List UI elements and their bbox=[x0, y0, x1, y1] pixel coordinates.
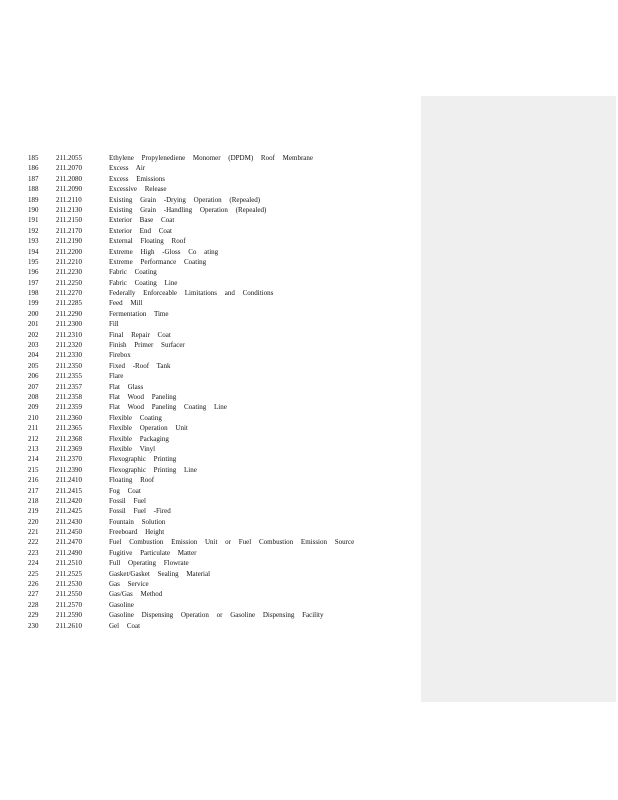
line-number: 206 bbox=[28, 372, 39, 381]
line-number: 195 bbox=[28, 257, 39, 266]
line-number: 214 bbox=[28, 455, 39, 464]
defined-term: Extreme Performance Coating bbox=[109, 257, 207, 266]
line-number: 227 bbox=[28, 590, 39, 599]
defined-term: Fuel Combustion Emission Unit or Fuel Combustion Emission Source bbox=[109, 538, 355, 547]
section-number: 211.2200 bbox=[56, 247, 82, 256]
list-item bbox=[28, 382, 418, 392]
line-number: 228 bbox=[28, 600, 39, 609]
line-number: 218 bbox=[28, 496, 39, 505]
defined-term: Finish Primer Surfacer bbox=[109, 341, 185, 350]
line-number: 205 bbox=[28, 361, 39, 370]
line-number: 213 bbox=[28, 444, 39, 453]
list-item bbox=[28, 298, 418, 308]
list-item bbox=[28, 205, 418, 215]
comment-margin-panel bbox=[421, 96, 616, 702]
section-number: 211.2450 bbox=[56, 528, 82, 537]
line-number: 204 bbox=[28, 351, 39, 360]
defined-term: Excess Emissions bbox=[109, 174, 165, 183]
defined-term: Flat Wood Paneling Coating Line bbox=[109, 403, 227, 412]
defined-term: Final Repair Coat bbox=[109, 330, 171, 339]
defined-term: External Floating Roof bbox=[109, 237, 186, 246]
defined-term: Extreme High -Gloss Co ating bbox=[109, 247, 219, 256]
list-item bbox=[28, 215, 418, 225]
list-item bbox=[28, 267, 418, 277]
section-number: 211.2285 bbox=[56, 299, 82, 308]
defined-term: Federally Enforceable Limitations and Conditions bbox=[109, 289, 274, 298]
definitions-list bbox=[28, 153, 418, 631]
list-item bbox=[28, 163, 418, 173]
line-number: 194 bbox=[28, 247, 39, 256]
list-item bbox=[28, 548, 418, 558]
defined-term: Flexible Packaging bbox=[109, 434, 169, 443]
defined-term: Gas Service bbox=[109, 580, 149, 589]
defined-term: Fossil Fuel -Fired bbox=[109, 507, 171, 516]
defined-term: Ethylene Propylenediene Monomer (DPDM) Roof Membrane bbox=[109, 154, 313, 162]
list-item bbox=[28, 527, 418, 537]
defined-term: Flat Glass bbox=[109, 382, 144, 391]
list-item bbox=[28, 589, 418, 599]
section-number: 211.2150 bbox=[56, 216, 82, 225]
line-number: 216 bbox=[28, 476, 39, 485]
list-item bbox=[28, 558, 418, 568]
defined-term: Firebox bbox=[109, 351, 131, 360]
defined-term: Fountain Solution bbox=[109, 517, 166, 526]
section-number: 211.2359 bbox=[56, 403, 82, 412]
section-number: 211.2330 bbox=[56, 351, 82, 360]
list-item bbox=[28, 257, 418, 267]
defined-term: Freeboard Height bbox=[109, 528, 165, 537]
line-number: 193 bbox=[28, 237, 39, 246]
list-item bbox=[28, 340, 418, 350]
defined-term: Gasket/Gasket Sealing Material bbox=[109, 569, 211, 578]
defined-term: Full Operating Flowrate bbox=[109, 559, 189, 568]
line-number: 221 bbox=[28, 528, 39, 537]
defined-term: Fabric Coating Line bbox=[109, 278, 178, 287]
list-item bbox=[28, 454, 418, 464]
line-number: 219 bbox=[28, 507, 39, 516]
line-number: 211 bbox=[28, 424, 39, 433]
line-number: 212 bbox=[28, 434, 39, 443]
defined-term: Fugitive Particulate Matter bbox=[109, 548, 197, 557]
list-item bbox=[28, 496, 418, 506]
line-number: 223 bbox=[28, 548, 39, 557]
line-number: 200 bbox=[28, 309, 39, 318]
section-number: 211.2369 bbox=[56, 444, 82, 453]
section-number: 211.2410 bbox=[56, 476, 82, 485]
defined-term: Floating Roof bbox=[109, 476, 155, 485]
section-number: 211.2420 bbox=[56, 496, 82, 505]
defined-term: Gasoline bbox=[109, 600, 134, 609]
section-number: 211.2590 bbox=[56, 611, 82, 620]
defined-term: Flare bbox=[109, 372, 124, 381]
list-item bbox=[28, 486, 418, 496]
list-item bbox=[28, 444, 418, 454]
list-item bbox=[28, 278, 418, 288]
line-number: 191 bbox=[28, 216, 39, 225]
defined-term: Excess Air bbox=[109, 164, 146, 173]
list-item bbox=[28, 465, 418, 475]
list-item bbox=[28, 236, 418, 246]
list-item bbox=[28, 247, 418, 257]
line-number: 186 bbox=[28, 164, 39, 173]
section-number: 211.2415 bbox=[56, 486, 82, 495]
line-number: 209 bbox=[28, 403, 39, 412]
section-number: 211.2110 bbox=[56, 195, 82, 204]
line-number: 189 bbox=[28, 195, 39, 204]
section-number: 211.2350 bbox=[56, 361, 82, 370]
section-number: 211.2550 bbox=[56, 590, 82, 599]
list-item bbox=[28, 423, 418, 433]
line-number: 185 bbox=[28, 154, 39, 162]
line-number: 196 bbox=[28, 268, 39, 277]
list-item bbox=[28, 434, 418, 444]
defined-term: Flexible Coating bbox=[109, 413, 162, 422]
section-number: 211.2470 bbox=[56, 538, 82, 547]
list-item bbox=[28, 517, 418, 527]
defined-term: Exterior End Coat bbox=[109, 226, 172, 235]
defined-term: Flexographic Printing bbox=[109, 455, 177, 464]
section-number: 211.2490 bbox=[56, 548, 82, 557]
section-number: 211.2510 bbox=[56, 559, 82, 568]
section-number: 211.2310 bbox=[56, 330, 82, 339]
line-number: 210 bbox=[28, 413, 39, 422]
defined-term: Gasoline Dispensing Operation or Gasoline Dispensing Facility bbox=[109, 611, 324, 620]
section-number: 211.2610 bbox=[56, 621, 82, 630]
section-number: 211.2055 bbox=[56, 154, 82, 162]
line-number: 224 bbox=[28, 559, 39, 568]
line-number: 229 bbox=[28, 611, 39, 620]
line-number: 190 bbox=[28, 205, 39, 214]
list-item bbox=[28, 537, 418, 547]
list-item bbox=[28, 174, 418, 184]
line-number: 220 bbox=[28, 517, 39, 526]
defined-term: Fabric Coating bbox=[109, 268, 157, 277]
list-item bbox=[28, 153, 418, 163]
section-number: 211.2368 bbox=[56, 434, 82, 443]
section-number: 211.2250 bbox=[56, 278, 82, 287]
list-item bbox=[28, 288, 418, 298]
defined-term: Feed Mill bbox=[109, 299, 143, 308]
section-number: 211.2290 bbox=[56, 309, 82, 318]
list-item bbox=[28, 610, 418, 620]
line-number: 199 bbox=[28, 299, 39, 308]
line-number: 192 bbox=[28, 226, 39, 235]
section-number: 211.2080 bbox=[56, 174, 82, 183]
defined-term: Exterior Base Coat bbox=[109, 216, 175, 225]
section-number: 211.2358 bbox=[56, 392, 82, 401]
section-number: 211.2190 bbox=[56, 237, 82, 246]
list-item bbox=[28, 392, 418, 402]
section-number: 211.2230 bbox=[56, 268, 82, 277]
section-number: 211.2357 bbox=[56, 382, 82, 391]
defined-term: Flexible Operation Unit bbox=[109, 424, 188, 433]
section-number: 211.2425 bbox=[56, 507, 82, 516]
line-number: 201 bbox=[28, 320, 39, 329]
defined-term: Fill bbox=[109, 320, 119, 329]
section-number: 211.2570 bbox=[56, 600, 82, 609]
section-number: 211.2270 bbox=[56, 289, 82, 298]
defined-term: Existing Grain -Handling Operation (Repealed) bbox=[109, 205, 267, 214]
line-number: 225 bbox=[28, 569, 39, 578]
list-item bbox=[28, 621, 418, 631]
section-number: 211.2525 bbox=[56, 569, 82, 578]
section-number: 211.2170 bbox=[56, 226, 82, 235]
list-item bbox=[28, 579, 418, 589]
list-item bbox=[28, 413, 418, 423]
section-number: 211.2300 bbox=[56, 320, 82, 329]
line-number: 197 bbox=[28, 278, 39, 287]
list-item bbox=[28, 361, 418, 371]
line-number: 208 bbox=[28, 392, 39, 401]
line-number: 207 bbox=[28, 382, 39, 391]
list-item bbox=[28, 475, 418, 485]
section-number: 211.2355 bbox=[56, 372, 82, 381]
section-number: 211.2365 bbox=[56, 424, 82, 433]
defined-term: Fixed -Roof Tank bbox=[109, 361, 171, 370]
section-number: 211.2390 bbox=[56, 465, 82, 474]
list-item bbox=[28, 600, 418, 610]
defined-term: Gas/Gas Method bbox=[109, 590, 163, 599]
line-number: 217 bbox=[28, 486, 39, 495]
defined-term: Fermentation Time bbox=[109, 309, 169, 318]
line-number: 215 bbox=[28, 465, 39, 474]
defined-term: Excessive Release bbox=[109, 185, 167, 194]
list-item bbox=[28, 195, 418, 205]
defined-term: Flat Wood Paneling bbox=[109, 392, 177, 401]
section-number: 211.2530 bbox=[56, 580, 82, 589]
section-number: 211.2090 bbox=[56, 185, 82, 194]
defined-term: Flexographic Printing Line bbox=[109, 465, 197, 474]
defined-term: Existing Grain -Drying Operation (Repealed) bbox=[109, 195, 261, 204]
section-number: 211.2370 bbox=[56, 455, 82, 464]
section-number: 211.2210 bbox=[56, 257, 82, 266]
section-number: 211.2070 bbox=[56, 164, 82, 173]
list-item bbox=[28, 350, 418, 360]
line-number: 230 bbox=[28, 621, 39, 630]
list-item bbox=[28, 569, 418, 579]
list-item bbox=[28, 226, 418, 236]
list-item bbox=[28, 371, 418, 381]
list-item bbox=[28, 319, 418, 329]
line-number: 203 bbox=[28, 341, 39, 350]
line-number: 188 bbox=[28, 185, 39, 194]
defined-term: Gel Coat bbox=[109, 621, 141, 630]
list-item bbox=[28, 330, 418, 340]
line-number: 222 bbox=[28, 538, 39, 547]
defined-term: Fog Coat bbox=[109, 486, 141, 495]
list-item bbox=[28, 309, 418, 319]
defined-term: Fossil Fuel bbox=[109, 496, 146, 505]
line-number: 226 bbox=[28, 580, 39, 589]
line-number: 202 bbox=[28, 330, 39, 339]
section-number: 211.2430 bbox=[56, 517, 82, 526]
list-item bbox=[28, 402, 418, 412]
line-number: 198 bbox=[28, 289, 39, 298]
defined-term: Flexible Vinyl bbox=[109, 444, 156, 453]
section-number: 211.2360 bbox=[56, 413, 82, 422]
list-item bbox=[28, 506, 418, 516]
section-number: 211.2320 bbox=[56, 341, 82, 350]
line-number: 187 bbox=[28, 174, 39, 183]
list-item bbox=[28, 184, 418, 194]
section-number: 211.2130 bbox=[56, 205, 82, 214]
